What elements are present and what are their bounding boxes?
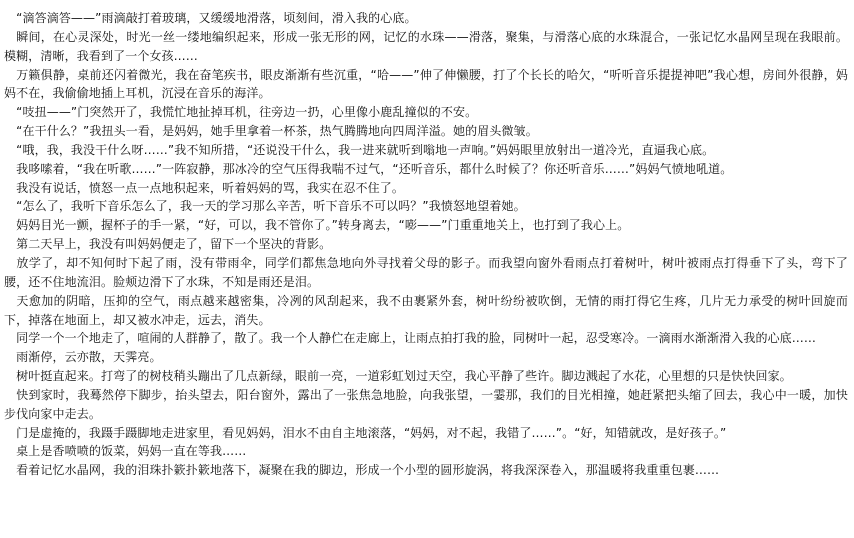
paragraph-3: 万籁俱静，桌前还闪着微光，我在奋笔疾书，眼皮渐渐有些沉重，“哈——”伸了伸懒腰，打了个长长的哈欠，“听听音乐提提神吧”我心想，房间外很静，妈妈不在，我偷偷地插上耳机，沉浸在音乐的海洋。	[4, 67, 848, 101]
paragraph-7: 我哆嗦着，“我在听歌……”一阵寂静，那冰冷的空气压得我喘不过气，“还听音乐，都什么时候了？你还听音乐……”妈妈气愤地吼道。	[4, 161, 733, 176]
paragraph-16: 树叶挺直起来。打弯了的树枝稍头蹦出了几点新绿，眼前一亮，一道彩虹划过天空，我心平静了些许。脚边溅起了水花，心里想的只是快快回家。	[4, 369, 792, 384]
paragraph-17: 快到家时，我蓦然停下脚步，抬头望去，阳台窗外，露出了一张焦急地脸，向我张望，一霎那，我们的目光相撞，她赶紧把头缩了回去，我心中一暖，加快步伐向家中走去。	[4, 387, 848, 421]
paragraph-6: “哦，我，我没干什么呀……”我不知所措，“还说没干什么，我一进来就听到嗡地一声响。”妈妈眼里放射出一道冷光，直逼我心底。	[4, 142, 715, 157]
paragraph-19: 桌上是香喷喷的饭菜，妈妈一直在等我……	[4, 444, 247, 459]
paragraph-10: 妈妈目光一颤，握杯子的手一紧，“好，可以，我不管你了。”转身离去，“嘭——”门重重地关上，也打到了我心上。	[4, 218, 630, 233]
paragraph-1: “滴答滴答——”雨滴敲打着玻璃，又缓缓地滑落，顷刻间，滑入我的心底。	[4, 11, 417, 25]
paragraph-12: 放学了，却不知何时下起了雨，没有带雨伞，同学们都焦急地向外寻找着父母的影子。而我望向窗外看雨点打着树叶，树叶被雨点打得垂下了头，弯下了腰，还不住地流泪。脸颊边滑下了水珠，不知是雨还是泪。	[4, 255, 848, 289]
paragraph-20: 看着记忆水晶网，我的泪珠扑簌扑簌地落下，凝聚在我的脚边，形成一个小型的圆形旋涡，将我深深卷入，那温暖将我重重包裹……	[4, 463, 720, 478]
paragraph-13: 天愈加的阴暗，压抑的空气，雨点越来越密集，冷冽的风刮起来，我不由裹紧外套，树叶纷纷被吹倒，无情的雨打得它生疼，几片无力承受的树叶回旋而下，掉落在地面上，却又被水冲走，远去，消失。	[4, 293, 848, 327]
paragraph-14: 同学一个一个地走了，喧闹的人群静了，散了。我一个人静伫在走廊上，让雨点拍打我的脸，同树叶一起，忍受寒冷。一滴雨水渐渐滑入我的心底……	[4, 331, 817, 346]
paragraph-9: “怎么了，我听下音乐怎么了，我一天的学习那么辛苦，听下音乐不可以吗？”我愤怒地望着她。	[4, 199, 526, 214]
paragraph-8: 我没有说话，愤怒一点一点地积起来，听着妈妈的骂，我实在忍不住了。	[4, 180, 404, 195]
paragraph-4: “吱扭——”门突然开了，我慌忙地扯掉耳机，往旁边一扔，心里像小鹿乱撞似的不安。	[4, 105, 478, 120]
paragraph-18: 门是虚掩的，我蹑手蹑脚地走进家里，看见妈妈，泪水不由自主地滚落，“妈妈，对不起，我错了……”。“好，知错就改，是好孩子。”	[4, 425, 727, 440]
paragraph-15: 雨渐停，云亦散，天霁亮。	[4, 350, 162, 365]
paragraph-11: 第二天早上，我没有叫妈妈便走了，留下一个坚决的背影。	[4, 237, 332, 252]
paragraph-2: 瞬间，在心灵深处，时光一丝一缕地编织起来，形成一张无形的网，记忆的水珠——滑落，聚集，与滑落心底的水珠混合，一张记忆水晶网呈现在我眼前。模糊，清晰，我看到了一个女孩……	[4, 29, 848, 63]
paragraph-5: “在干什么？”我扭头一看，是妈妈，她手里拿着一杯茶，热气腾腾地向四周洋溢。她的眉头微皱。	[4, 124, 538, 139]
